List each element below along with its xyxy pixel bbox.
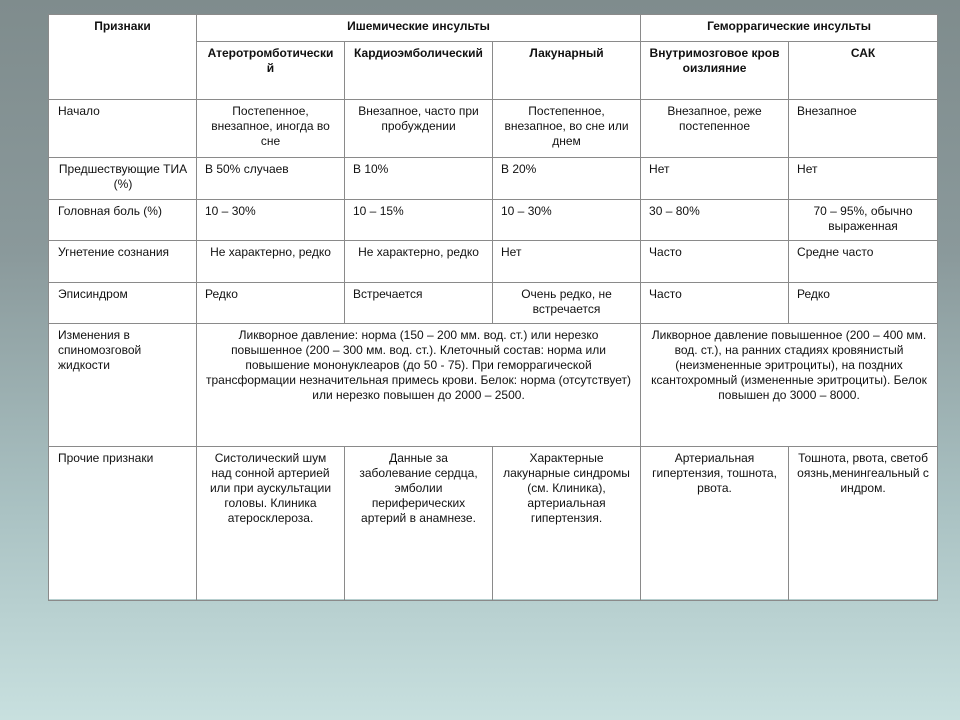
- table-row: [49, 283, 938, 324]
- cell-headache-intracerebral: 30 – 80%: [641, 200, 789, 241]
- table-row: [49, 200, 938, 241]
- cell-onset-lacunar: Постепенное, внезапное, во сне или днем: [493, 100, 641, 158]
- cell-epi-cardioembolic: Встречается: [345, 283, 493, 324]
- header-hemorrhagic: Геморрагические инсульты: [641, 15, 938, 42]
- cell-headache-sak: 70 – 95%, обычно выраженная: [789, 200, 938, 241]
- comparison-table-sheet: [48, 14, 937, 599]
- header-cardioembolic: Кардиоэмболический: [345, 42, 493, 100]
- cell-tia-sak: Нет: [789, 158, 938, 200]
- cell-other-lacunar: Характерные лакунарные синдромы (см. Клиника), артериальная гипертензия.: [493, 447, 641, 601]
- cell-tia-intracerebral: Нет: [641, 158, 789, 200]
- row-label-consciousness: Угнетение сознания: [49, 241, 197, 283]
- header-signs: Признаки: [49, 15, 197, 100]
- cell-other-sak: Тошнота, рвота, светобоязнь,менингеальный синдром.: [789, 447, 938, 601]
- row-label-onset: Начало: [49, 100, 197, 158]
- header-sak: САК: [789, 42, 938, 100]
- cell-tia-lacunar: В 20%: [493, 158, 641, 200]
- header-intracerebral: Внутримозговое кровоизлияние: [641, 42, 789, 100]
- header-ischemic: Ишемические инсульты: [197, 15, 641, 42]
- cell-headache-cardioembolic: 10 – 15%: [345, 200, 493, 241]
- cell-consciousness-atherothrombotic: Не характерно, редко: [197, 241, 345, 283]
- cell-consciousness-lacunar: Нет: [493, 241, 641, 283]
- cell-consciousness-cardioembolic: Не характерно, редко: [345, 241, 493, 283]
- cell-onset-intracerebral: Внезапное, реже постепенное: [641, 100, 789, 158]
- table-row: [49, 100, 938, 158]
- row-label-headache: Головная боль (%): [49, 200, 197, 241]
- row-label-csf: Изменения в спиномозговой жидкости: [49, 324, 197, 447]
- cell-onset-sak: Внезапное: [789, 100, 938, 158]
- table-row: [49, 447, 938, 601]
- cell-epi-intracerebral: Часто: [641, 283, 789, 324]
- stroke-comparison-table: [48, 14, 938, 601]
- cell-onset-atherothrombotic: Постепенное, внезапное, иногда во сне: [197, 100, 345, 158]
- table-row: [49, 241, 938, 283]
- row-label-episyndrome: Эписиндром: [49, 283, 197, 324]
- header-atherothrombotic: Атеротромботический: [197, 42, 345, 100]
- cell-csf-ischemic: Ликворное давление: норма (150 – 200 мм. вод. ст.) или нерезко повышенное (200 – 300 мм. вод. ст.). Клеточный состав: норма или повышение мононуклеаров (до 50 - 75). При геморрагической трансформации незначительная примесь крови. Белок: норма (отсутствует) или нерезко повышен до 2000 – 2500.: [197, 324, 641, 447]
- cell-epi-sak: Редко: [789, 283, 938, 324]
- cell-consciousness-sak: Средне часто: [789, 241, 938, 283]
- cell-epi-lacunar: Очень редко, не встречается: [493, 283, 641, 324]
- cell-consciousness-intracerebral: Часто: [641, 241, 789, 283]
- cell-epi-atherothrombotic: Редко: [197, 283, 345, 324]
- cell-other-intracerebral: Артериальная гипертензия, тошнота, рвота.: [641, 447, 789, 601]
- table-row: [49, 158, 938, 200]
- cell-tia-cardioembolic: В 10%: [345, 158, 493, 200]
- table-row: [49, 324, 938, 447]
- cell-onset-cardioembolic: Внезапное, часто при пробуждении: [345, 100, 493, 158]
- cell-headache-atherothrombotic: 10 – 30%: [197, 200, 345, 241]
- row-label-tia: Предшествующие ТИА (%): [49, 158, 197, 200]
- row-label-other: Прочие признаки: [49, 447, 197, 601]
- cell-tia-atherothrombotic: В 50% случаев: [197, 158, 345, 200]
- cell-headache-lacunar: 10 – 30%: [493, 200, 641, 241]
- cell-csf-hemorrhagic: Ликворное давление повышенное (200 – 400 мм. вод. ст.), на ранних стадиях кровянистый (неизмененные эритроциты), на поздних ксантохромный (измененные эритроциты). Белок повышен до 3000 – 8000.: [641, 324, 938, 447]
- cell-other-cardioembolic: Данные за заболевание сердца, эмболии периферических артерий в анамнезе.: [345, 447, 493, 601]
- header-lacunar: Лакунарный: [493, 42, 641, 100]
- cell-other-atherothrombotic: Систолический шум над сонной артерией или при аускультации головы. Клиника атеросклероза.: [197, 447, 345, 601]
